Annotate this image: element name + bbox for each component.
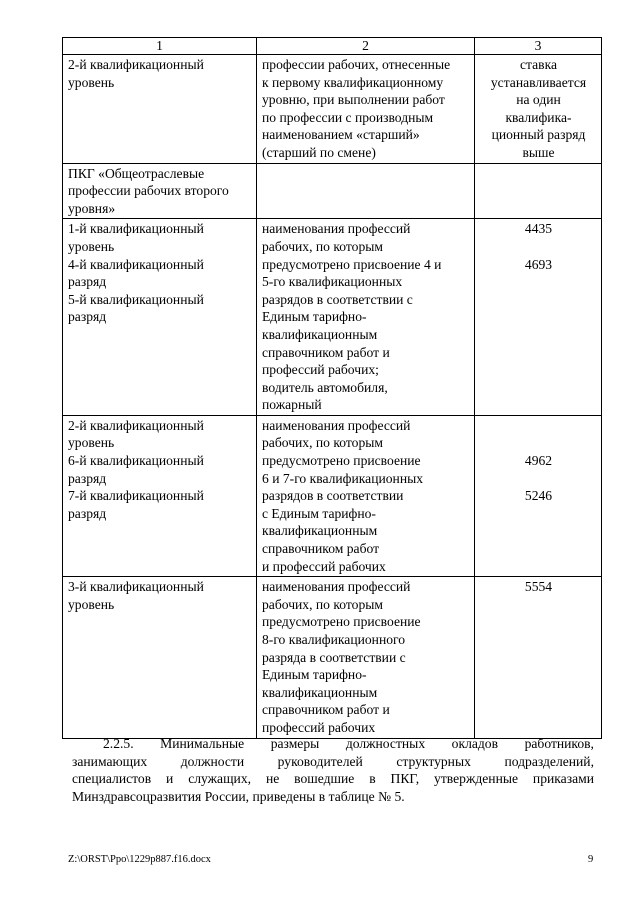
cell-line: 8-го квалификационного bbox=[262, 632, 406, 647]
cell-line: 7-й квалификационный bbox=[68, 488, 204, 504]
qualification-level-cell bbox=[63, 219, 257, 416]
cell-line: выше bbox=[522, 144, 555, 160]
cell-line: квалификационным bbox=[262, 684, 378, 700]
table-row bbox=[63, 415, 602, 576]
rate-cell bbox=[475, 415, 602, 576]
cell-line: справочником работ и bbox=[262, 702, 390, 718]
word: в bbox=[369, 771, 376, 787]
body-paragraph bbox=[72, 735, 594, 805]
rate-cell bbox=[475, 219, 602, 416]
cell-line: с Единым тарифно- bbox=[262, 505, 376, 521]
rates-table bbox=[62, 37, 602, 739]
rate-value: 5554 bbox=[524, 579, 553, 595]
header-cell-1: 1 bbox=[63, 38, 257, 55]
word: и bbox=[166, 771, 174, 787]
cell-line: наименованием «старший» bbox=[262, 127, 420, 143]
word: служащих, bbox=[188, 771, 252, 787]
profession-description-cell bbox=[257, 415, 475, 576]
cell-line: разряд bbox=[68, 274, 107, 290]
word: должности bbox=[180, 753, 245, 769]
table-row bbox=[63, 55, 602, 164]
qualification-level-cell bbox=[63, 415, 257, 576]
pkg-group-row bbox=[63, 163, 602, 219]
word: размеры bbox=[270, 736, 320, 751]
cell-line: ционный разряд bbox=[491, 127, 586, 143]
cell-line: уровень bbox=[68, 74, 115, 90]
rate-value: 5246 bbox=[524, 488, 553, 504]
cell-line: 4-й квалификационный bbox=[68, 256, 204, 272]
table-row bbox=[63, 219, 602, 416]
page-number: 9 bbox=[588, 854, 594, 865]
rate-value: 4435 bbox=[524, 221, 553, 237]
word: структурных bbox=[396, 753, 471, 769]
cell-line: ставка bbox=[519, 57, 558, 72]
empty-cell bbox=[257, 163, 475, 219]
cell-line: разряд bbox=[68, 505, 107, 521]
header-cell-2: 2 bbox=[257, 38, 475, 55]
cell-line: уровню, при выполнении работ bbox=[262, 92, 445, 108]
cell-line: уровень bbox=[68, 238, 115, 254]
profession-description-cell bbox=[257, 219, 475, 416]
rate-value: 4962 bbox=[524, 453, 553, 469]
table-row bbox=[63, 577, 602, 738]
cell-line: квалификационным bbox=[262, 523, 378, 539]
word: подразделений, bbox=[504, 753, 594, 769]
rate-cell bbox=[475, 55, 602, 164]
cell-line: 5-го квалификационных bbox=[262, 274, 403, 290]
cell-line: разрядов в соответствии с bbox=[262, 291, 413, 307]
word: вошедшие bbox=[294, 771, 355, 787]
word: 2.2.5. bbox=[103, 736, 134, 751]
cell-line: профессий рабочих; bbox=[262, 362, 379, 378]
cell-line: 2-й квалификационный bbox=[68, 57, 204, 72]
paragraph-line bbox=[72, 753, 594, 771]
cell-line: уровень bbox=[68, 596, 115, 612]
cell-line: устанавливается bbox=[490, 74, 587, 90]
cell-line: квалификационным bbox=[262, 326, 378, 342]
cell-line: 6 и 7-го квалификационных bbox=[262, 470, 424, 486]
footer-file-path: Z:\ORST\Ppo\1229p887.f16.docx bbox=[68, 854, 211, 865]
cell-line: наименования профессий bbox=[262, 417, 411, 433]
word: руководителей bbox=[277, 753, 363, 769]
qualification-level-cell bbox=[63, 55, 257, 164]
cell-line: уровня» bbox=[68, 200, 116, 216]
cell-line: разряд bbox=[68, 309, 107, 325]
cell-line: предусмотрено присвоение bbox=[262, 453, 421, 469]
cell-line: квалифика- bbox=[505, 109, 572, 125]
cell-line: 3-й квалификационный bbox=[68, 579, 204, 595]
cell-line: 5-й квалификационный bbox=[68, 291, 204, 307]
word: не bbox=[265, 771, 280, 787]
cell-line: водитель автомобиля, bbox=[262, 379, 388, 395]
cell-line: к первому квалификационному bbox=[262, 74, 444, 90]
cell-line: (старший по смене) bbox=[262, 144, 376, 160]
word: окладов bbox=[451, 736, 499, 751]
word: ПКГ, bbox=[390, 771, 420, 787]
cell-line: 1-й квалификационный bbox=[68, 221, 204, 237]
cell-line: уровень bbox=[68, 435, 115, 451]
cell-line: профессии рабочих, отнесенные bbox=[262, 57, 451, 72]
cell-line: и профессий рабочих bbox=[262, 558, 386, 574]
cell-line: ПКГ «Общеотраслевые bbox=[68, 165, 205, 181]
rate-cell bbox=[475, 577, 602, 738]
cell-line: профессии рабочих второго bbox=[68, 183, 229, 199]
cell-line: профессий рабочих bbox=[262, 719, 376, 735]
profession-description-cell bbox=[257, 577, 475, 738]
profession-description-cell bbox=[257, 55, 475, 164]
cell-line: 2-й квалификационный bbox=[68, 417, 204, 433]
cell-line: разряда в соответствии с bbox=[262, 649, 406, 665]
cell-line: наименования профессий bbox=[262, 579, 411, 595]
word: приказами bbox=[532, 771, 594, 787]
cell-line: Единым тарифно- bbox=[262, 309, 367, 325]
cell-line: предусмотрено присвоение bbox=[262, 614, 421, 630]
cell-line: Единым тарифно- bbox=[262, 667, 367, 683]
cell-line: по профессии с производным bbox=[262, 109, 434, 125]
qualification-level-cell bbox=[63, 577, 257, 738]
cell-line: 6-й квалификационный bbox=[68, 453, 204, 469]
cell-line: предусмотрено присвоение 4 и bbox=[262, 256, 442, 272]
empty-cell bbox=[475, 163, 602, 219]
cell-line: на один bbox=[516, 92, 561, 108]
word: Минимальные bbox=[160, 736, 245, 751]
cell-line: справочником работ bbox=[262, 541, 380, 557]
cell-line: рабочих, по которым bbox=[262, 435, 383, 451]
rate-value: 4693 bbox=[524, 256, 553, 272]
header-cell-3: 3 bbox=[475, 38, 602, 55]
cell-line: пожарный bbox=[262, 397, 322, 413]
word: работников, bbox=[524, 736, 594, 751]
word: специалистов bbox=[72, 771, 152, 787]
cell-line: разрядов в соответствии bbox=[262, 488, 404, 504]
paragraph-line bbox=[72, 770, 594, 788]
cell-line: разряд bbox=[68, 470, 107, 486]
word: должностных bbox=[345, 736, 426, 751]
word: занимающих bbox=[72, 753, 148, 769]
cell-line: наименования профессий bbox=[262, 221, 411, 237]
cell-line: справочником работ и bbox=[262, 344, 390, 360]
word: утвержденные bbox=[434, 771, 519, 787]
pkg-title-cell bbox=[63, 163, 257, 219]
paragraph-line: Минздравсоцразвития России, приведены в таблице № 5. bbox=[72, 788, 405, 804]
paragraph-line bbox=[72, 735, 594, 753]
table-header-row bbox=[63, 38, 602, 55]
cell-line: рабочих, по которым bbox=[262, 596, 383, 612]
cell-line: рабочих, по которым bbox=[262, 238, 383, 254]
